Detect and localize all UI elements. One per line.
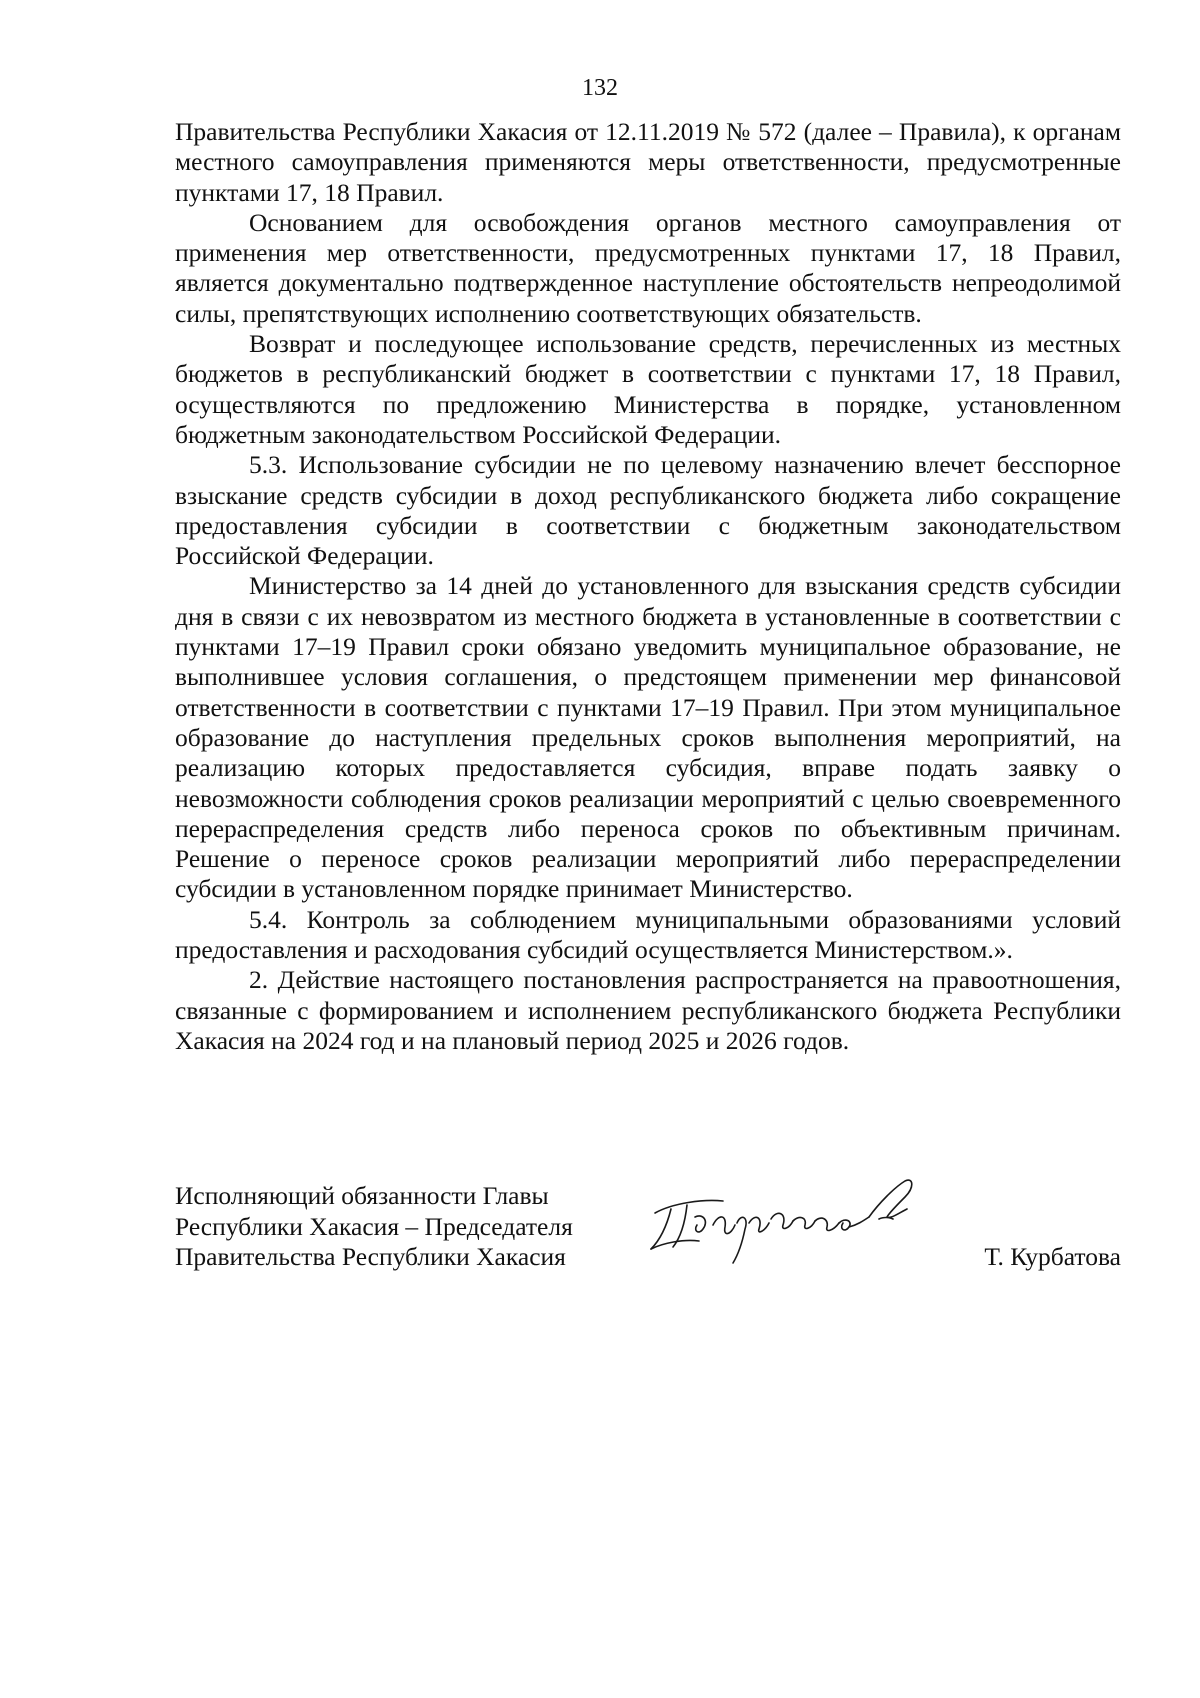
paragraph-exemption-grounds: Основанием для освобождения органов местного самоуправления от применения мер ответственности, предусмотренных пунктами 17, 18 Правил, является документально подтвержденное наступление обстоятельств непреодолимой силы, препятствующих исполнению соответствующих обязательств. (175, 207, 1121, 328)
signatory-name: Т. Курбатова (984, 1242, 1121, 1271)
signatory-title-line: Республики Хакасия – Председателя (175, 1211, 573, 1241)
signatory-title-line: Исполняющий обязанности Главы (175, 1181, 549, 1210)
paragraph-funds-return: Возврат и последующее использование средств, перечисленных из местных бюджетов в республиканский бюджет в соответствии с пунктами 17, 18 Правил, осуществляются по предложению Министерства в порядке, установленном бюджетным законодательством Российской Федерации. (175, 329, 1121, 449)
paragraph-item-2: 2. Действие настоящего постановления распространяется на правоотношения, связанные с формированием и исполнением республиканского бюджета Республики Хакасия на 2024 год и на плановый период 2025 и 2026 годов. (175, 965, 1121, 1055)
signatory-title (175, 1181, 573, 1273)
paragraph-ministry-notice: Министерство за 14 дней до установленного для взыскания средств субсидии дня в связи с их невозвратом из местного бюджета в установленные в соответствии с пунктами 17–19 Правил сроки обязано уведомить муниципальное образование, не выполнившее условия соглашения, о предстоящем применении мер финансовой ответственности в соответствии с пунктами 17–19 Правил. При этом муниципальное образование до наступления предельных сроков выполнения мероприятий, на реализацию которых предоставляется субсидия, вправе подать заявку о невозможности соблюдения сроков реализации мероприятий с целью своевременного перераспределения средств либо переноса сроков по объективным причинам. Решение о переносе сроков реализации мероприятий либо перераспределении субсидии в установленном порядке принимает Министерство. (175, 571, 1121, 904)
signature-block (175, 1181, 1121, 1291)
paragraph-section-5-4: 5.4. Контроль за соблюдением муниципальными образованиями условий предоставления и расходования субсидий осуществляется Министерством.». (175, 904, 1121, 965)
document-body (175, 117, 1121, 1056)
page-number: 132 (582, 75, 618, 101)
paragraph-continuation: Правительства Республики Хакасия от 12.11.2019 № 572 (далее – Правила), к органам местного самоуправления применяются меры ответственности, предусмотренные пунктами 17, 18 Правил. (175, 117, 1121, 207)
paragraph-section-5-3: 5.3. Использование субсидии не по целевому назначению влечет бесспорное взыскание средств субсидии в доход республиканского бюджета либо сокращение предоставления субсидии в соответствии с бюджетным законодательством Российской Федерации. (175, 450, 1121, 571)
signatory-title-line: Правительства Республики Хакасия (175, 1242, 566, 1271)
handwritten-signature (643, 1173, 933, 1268)
